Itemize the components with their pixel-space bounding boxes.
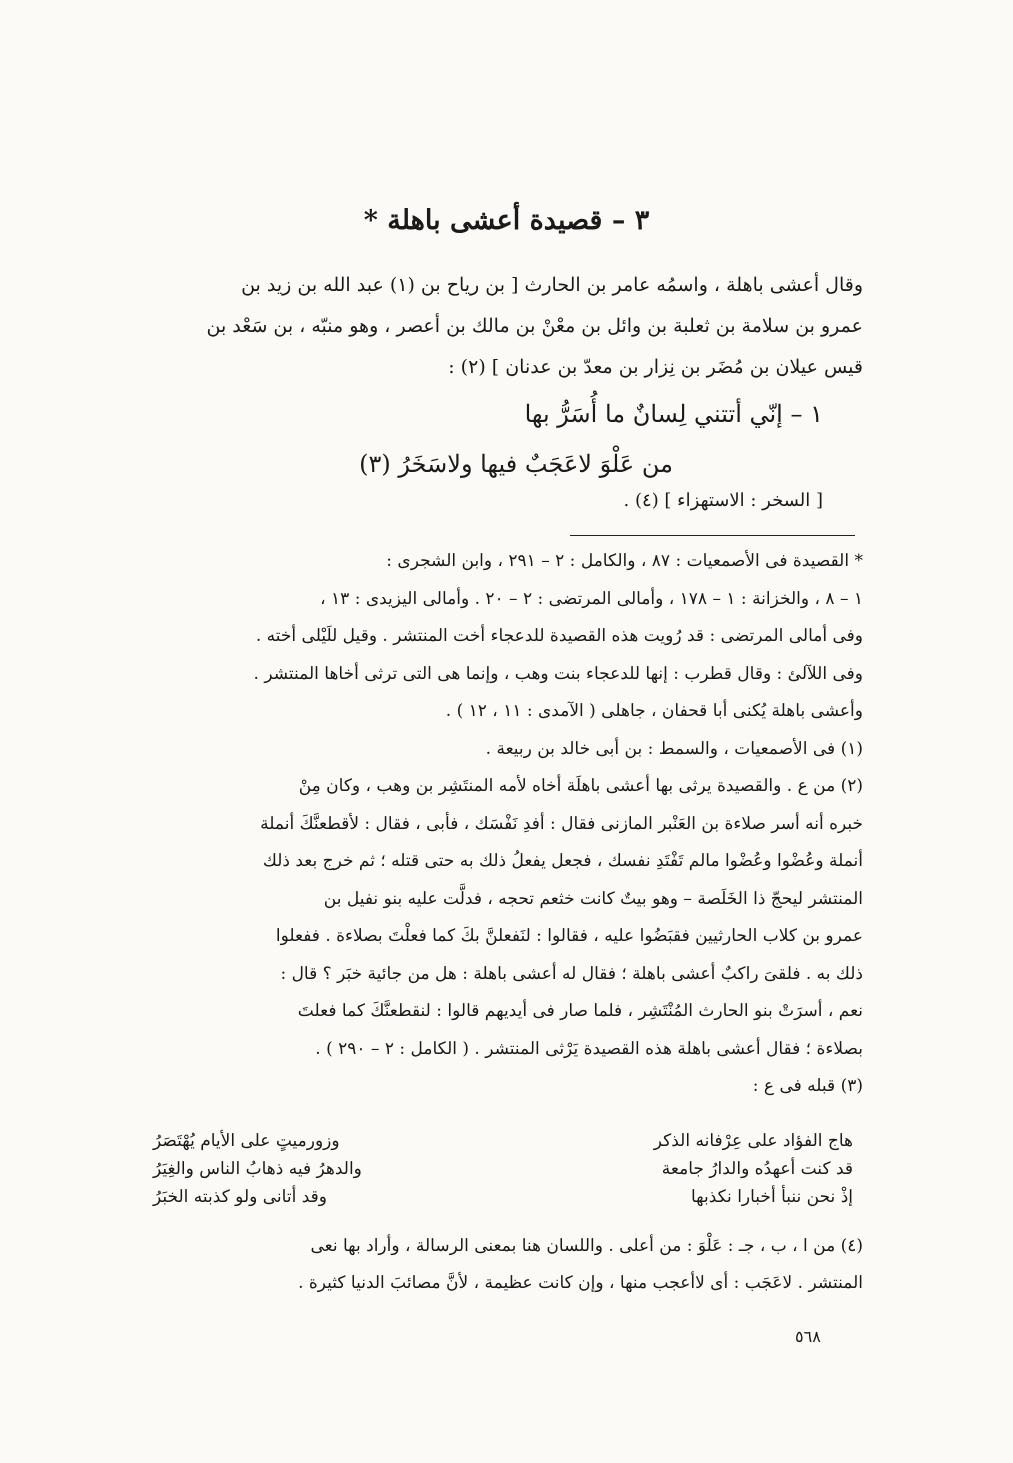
poem-row (153, 1127, 853, 1155)
footnotes (143, 543, 863, 1106)
intro-line: وقال أعشى باهلة ، واسمُه عامر بن الحارث [ بن رياح بن (١) عبد الله بن زيد بن (241, 274, 863, 296)
poem-hemistich: والدهرُ فيه ذهابُ الناس والغِيَرُ (153, 1159, 362, 1179)
footnote-line: وفى اللآلئ : وقال قطرب : إنها للدعجاء بنت وهب ، وإنما هى التى ترثى أخاها المنتشر . (253, 663, 863, 684)
footnote-divider (570, 535, 855, 536)
poem-row (153, 1183, 853, 1211)
footnote-line: المنتشر . لاعَجَب : أى لاأعجب منها ، وإن كانت عظيمة ، لأنَّ مصائبَ الدنيا كثيرة . (298, 1273, 863, 1293)
footnote-4 (143, 1228, 863, 1302)
poem-hemistich: قد كنت أعهدُه والدارُ جامعة (661, 1159, 853, 1179)
footnote-line: نعم ، أسرَتْ بنو الحارث المُنْتَشِر ، فلما صار فى أيديهم قالوا : لنقطعنَّكَ كما فعلتَ (297, 1001, 863, 1021)
poem-hemistich: وزورميتٍ على الأيام يُهْتَصَرُ (153, 1131, 340, 1151)
page-title: ٣ – قصيدة أعشى باهلة * (363, 205, 650, 236)
footnote-line: ذلك به . فلقىَ راكبٌ أعشى باهلة ؛ فقال له أعشى باهلة : هل من جائية خبَر ؟ قال : (280, 963, 863, 984)
footnote-line: (٤) من ا ، ب ، جـ : عَلْوَ : من أعلى . واللسان هنا بمعنى الرسالة ، وأراد بها نعى (310, 1236, 863, 1256)
footnote-line: المنتشر ليحجّ ذا الخَلَصة – وهو بيتٌ كانت خثعم تحجه ، فدلَّت عليه بنو نفيل بن (323, 888, 863, 909)
poem-row (153, 1155, 853, 1183)
page-number: ٥٦٨ (795, 1327, 821, 1346)
quoted-poem (153, 1127, 853, 1211)
footnote-line: (١) فى الأصمعيات ، والسمط : بن أبى خالد بن ربيعة . (485, 738, 863, 759)
intro-paragraph (143, 265, 863, 388)
poem-hemistich: إذْ نحن ننبأ أخبارا نكذبها (691, 1187, 853, 1207)
footnote-line: ١ – ٨ ، والخزانة : ١ – ١٧٨ ، وأمالى المرتضى : ٢ – ٢٠ . وأمالى اليزيدى : ١٣ ، (320, 588, 863, 609)
footnote-line: عمرو بن كلاب الحارثيين فقبَضُوا عليه ، فقالوا : لنَفعلنَّ بكَ كما فعلْتَ بصلاءة . ففعلوا (275, 926, 863, 946)
verse-line-2: من عَلْوَ لاعَجَبٌ فيها ولاسَخَرُ (٣) (359, 450, 673, 478)
verse-line-1: ١ – إنّي أتتني لِسانٌ ما أُسَرُّ بها (524, 400, 823, 428)
footnote-line: وفى أمالى المرتضى : قد رُويت هذه القصيدة للدعجاء أخت المنتشر . وقيل للَيْلى أخته . (255, 626, 863, 646)
footnote-line: (٢) من ع . والقصيدة يرثى بها أعشى باهلَة أخاه لأمه المنتَشِر بن وهب ، وكان مِنْ (298, 776, 863, 796)
footnote-line: خبره أنه أسر صلاءة بن العَنْبر المازنى فقال : أفدِ نَفْسَك ، فأبى ، فقال : لأقطعنَّكَ أنملة (260, 813, 863, 834)
verse-gloss: [ السخر : الاستهزاء ] (٤) . (623, 490, 823, 511)
footnote-line: (٣) قبله فى ع : (752, 1076, 863, 1096)
intro-line: قيس عيلان بن مُضَر بن نِزار بن معدّ بن عدنان ] (٢) : (448, 356, 863, 378)
footnote-line: أنملة وعُضْوا وعُضْوا مالم تَفْتَدِ نفسك ، فجعل يفعلُ ذلك به حتى قتله ؛ ثم خرج بعد ذلك (262, 851, 863, 871)
footnote-line: * القصيدة فى الأصمعيات : ٨٧ ، والكامل : ٢ – ٢٩١ ، وابن الشجرى : (386, 551, 863, 571)
poem-hemistich: هاج الفؤاد على عِرْفانه الذكر (653, 1131, 853, 1151)
footnote-line: وأعشى باهلة يُكنى أبا قحفان ، جاهلى ( الآمدى : ١١ ، ١٢ ) . (445, 701, 863, 721)
poem-hemistich: وقد أتانى ولو كذبته الخبَرُ (153, 1187, 327, 1207)
footnote-line: بصلاءة ؛ فقال أعشى باهلة هذه القصيدة يَرْثى المنتشر . ( الكامل : ٢ – ٢٩٠ ) . (315, 1038, 863, 1059)
intro-line: عمرو بن سلامة بن ثعلبة بن وائل بن معْنْ بن مالك بن أعصر ، وهو منبّه ، بن سَعْد بن (206, 315, 863, 337)
